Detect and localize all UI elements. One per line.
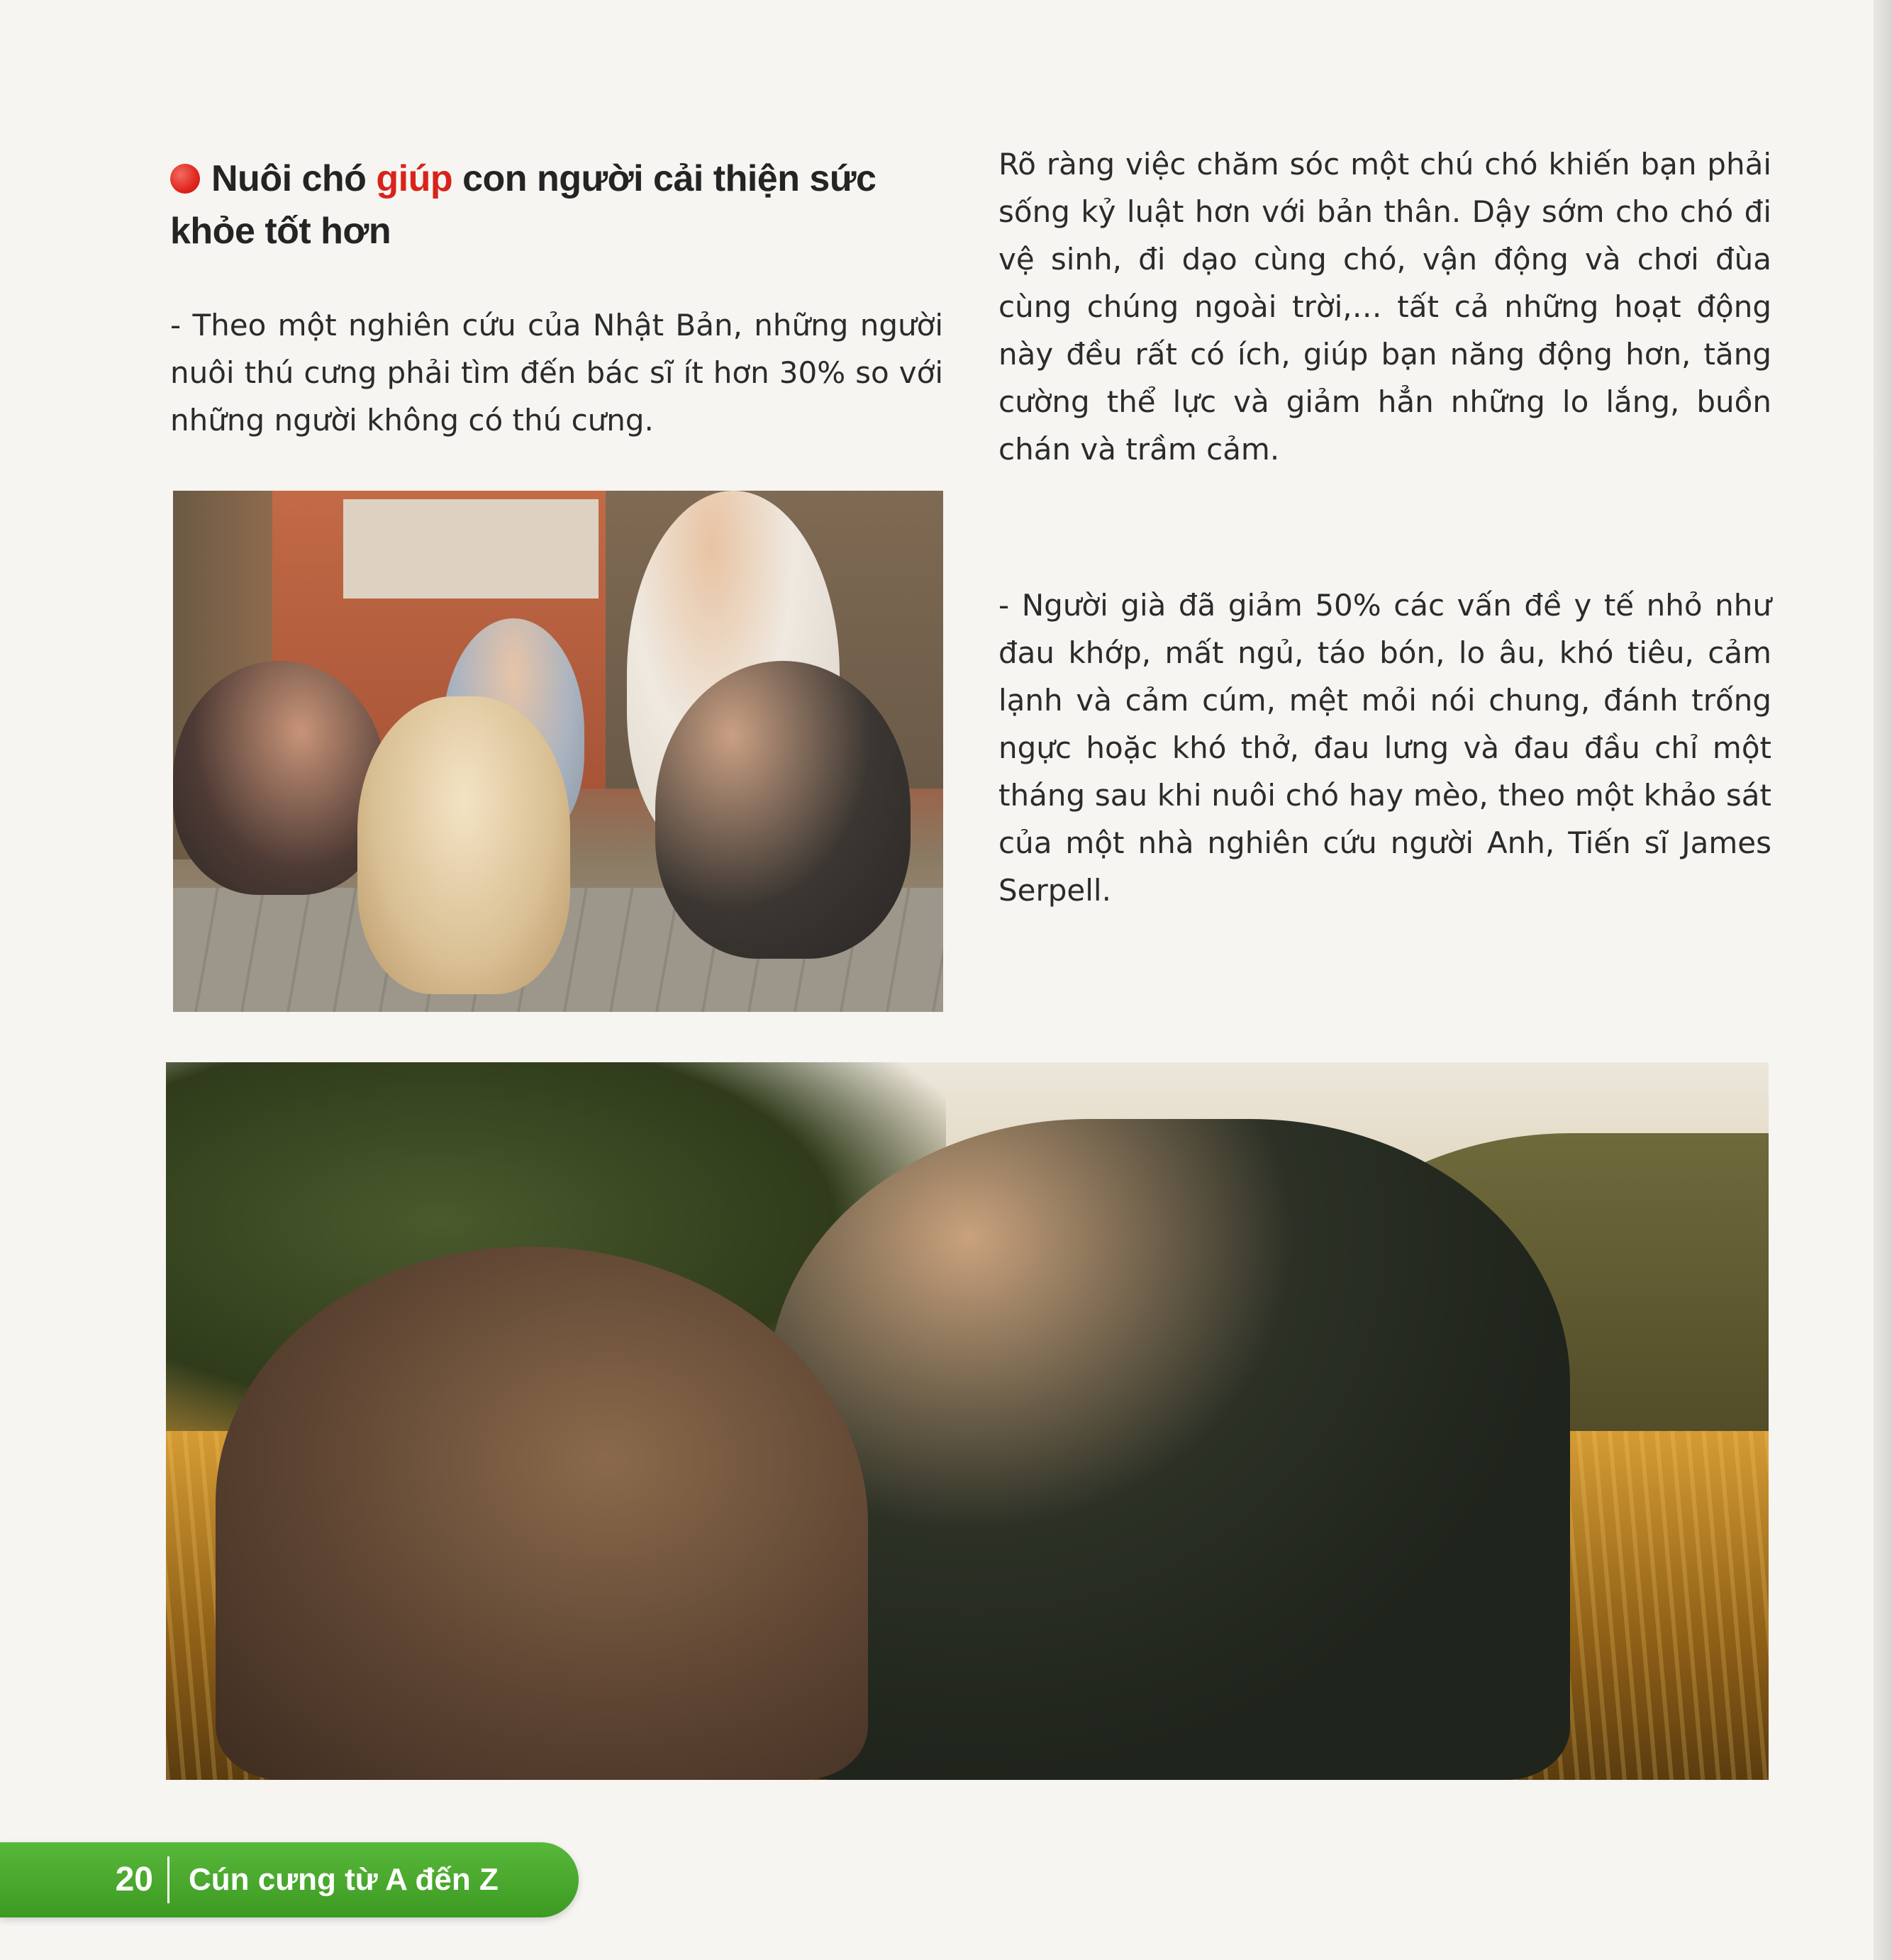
photo-golden-retriever [357, 696, 570, 994]
footer-divider [167, 1856, 169, 1903]
man-and-dog-field-photo [166, 1062, 1769, 1780]
page-edge [1874, 0, 1892, 1960]
photo-window [343, 499, 599, 598]
footer-tab [0, 1842, 579, 1917]
book-title: Cún cưng từ A đến Z [189, 1862, 499, 1897]
section-heading [170, 152, 950, 257]
page-number: 20 [115, 1861, 153, 1898]
heading-suffix: con người cải thiện sức khỏe tốt hơn [170, 158, 877, 252]
photo-man [655, 661, 911, 959]
paragraph-discipline: Rõ ràng việc chăm sóc một chú chó khiến bạn phải sống kỷ luật hơn với bản thân. Dậy sớm cho chó đi vệ sinh, đi dạo cùng chó, vận động và chơi đùa cùng chúng ngoài trời,… tất cả những hoạt động này đều rất có ích, giúp bạn năng động hơn, tăng cường thể lực và giảm hẳn những lo lắng, buồn chán và trầm cảm. [998, 147, 1771, 467]
heading-accent: giúp [376, 158, 453, 199]
family-with-dog-photo [173, 491, 943, 1012]
paragraph-japan-study: - Theo một nghiên cứu của Nhật Bản, những người nuôi thú cưng phải tìm đến bác sĩ ít hơn 30% so với những người không có thú cưng. [170, 308, 943, 438]
paragraph-elderly-study: - Người già đã giảm 50% các vấn đề y tế nhỏ như đau khớp, mất ngủ, táo bón, lo âu, khó tiêu, cảm lạnh và cảm cúm, mệt mỏi nói chung, đánh trống ngực hoặc khó thở, đau lưng và đau đầu chỉ một tháng sau khi nuôi chó hay mèo, theo một khảo sát của một nhà nghiên cứu người Anh, Tiến sĩ James Serpell. [998, 588, 1771, 908]
red-bullet-icon [170, 164, 200, 194]
photo-woman [173, 661, 386, 895]
heading-prefix: Nuôi chó [211, 158, 377, 199]
photo-man-kneeling [769, 1119, 1570, 1780]
